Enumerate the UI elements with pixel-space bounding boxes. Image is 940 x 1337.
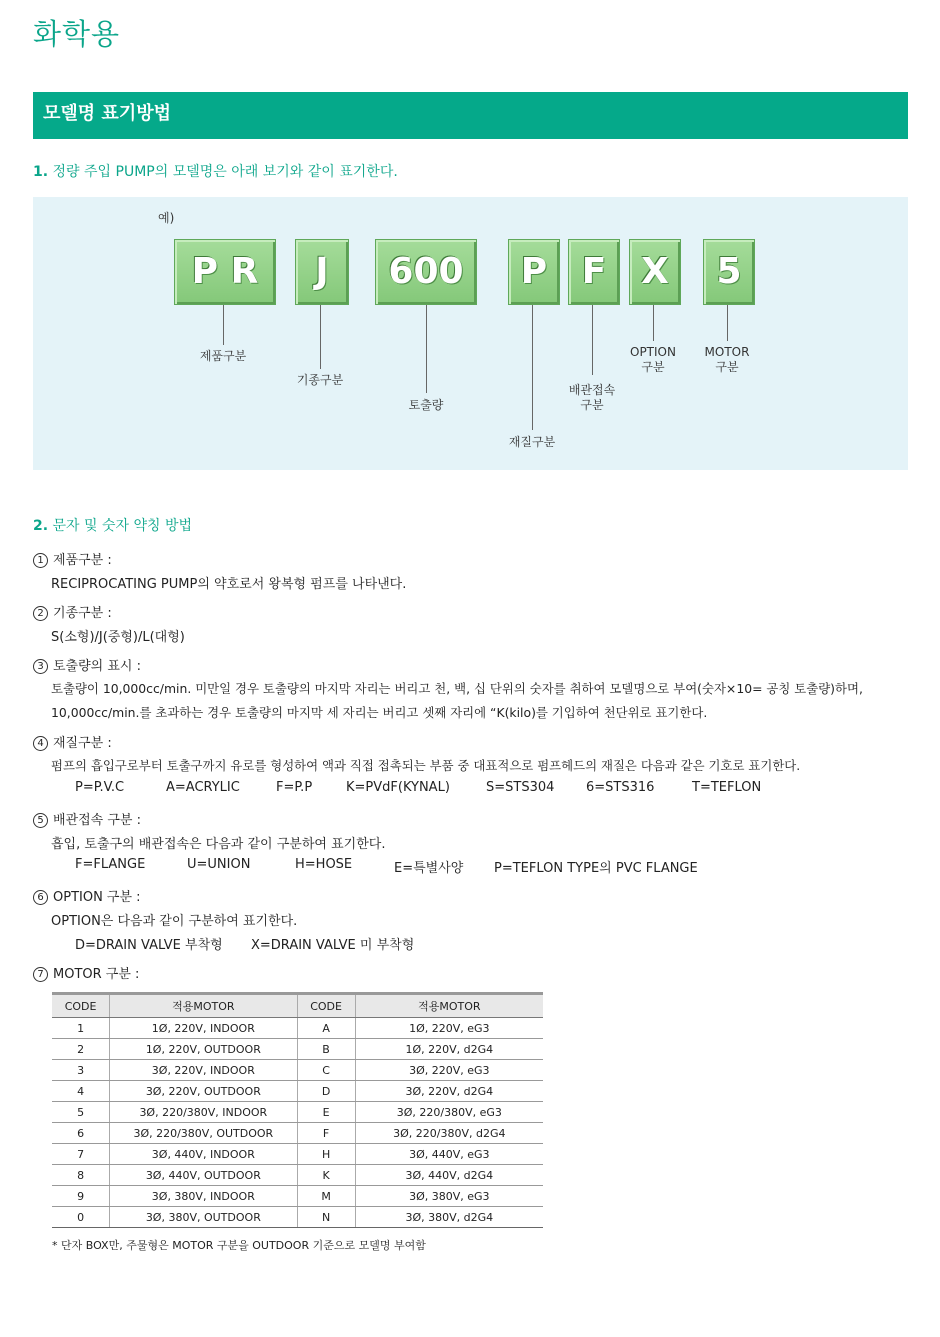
table-header-cell: CODE — [52, 994, 110, 1018]
table-cell: 2 — [52, 1039, 110, 1060]
box-connection-code: F — [568, 239, 620, 305]
item-model — [33, 602, 112, 621]
connector-line — [426, 305, 427, 393]
item-body: 펌프의 흡입구로부터 토출구까지 유로를 형성하여 액과 직접 접촉되는 부품 중 대표적으로 펌프헤드의 재질은 다음과 같은 기호로 표기한다. — [51, 758, 801, 773]
item-title: 재질구분 : — [53, 736, 112, 751]
box-model-code: J — [295, 239, 349, 305]
section-1-text: 정량 주입 PUMP의 모델명은 아래 보기와 같이 표기한다. — [52, 164, 398, 180]
label-option-line1: OPTION — [630, 345, 676, 359]
table-row — [52, 1165, 543, 1186]
box-option-code: X — [629, 239, 681, 305]
table-row — [52, 1123, 543, 1144]
item-number-badge: 5 — [33, 813, 48, 828]
item-motor — [33, 963, 139, 982]
table-row — [52, 1144, 543, 1165]
label-output: 토출량 — [408, 398, 444, 412]
table-cell: 7 — [52, 1144, 110, 1165]
label-connection-line2: 구분 — [580, 398, 604, 412]
table-cell: 3Ø, 380V, OUTDOOR — [110, 1207, 297, 1228]
label-motor-line1: MOTOR — [704, 345, 750, 359]
table-row — [52, 1039, 543, 1060]
material-code: F=P.P — [276, 780, 313, 795]
box-output-code: 600 — [375, 239, 477, 305]
table-cell: 1Ø, 220V, eG3 — [355, 1018, 543, 1039]
table-row — [52, 1081, 543, 1102]
material-code: A=ACRYLIC — [166, 780, 240, 795]
box-material-code: P — [508, 239, 560, 305]
item-title: 배관접속 구분 : — [53, 813, 141, 828]
material-code: 6=STS316 — [586, 780, 655, 795]
item-output — [33, 655, 141, 674]
connector-line — [532, 305, 533, 430]
label-material: 재질구분 — [508, 435, 556, 449]
table-cell: H — [297, 1144, 355, 1165]
table-cell: 3Ø, 440V, d2G4 — [355, 1165, 543, 1186]
connection-code: U=UNION — [187, 857, 251, 872]
table-row — [52, 1018, 543, 1039]
footnote: * 단자 BOX만, 주물형은 MOTOR 구분을 OUTDOOR 기준으로 모델명 부여함 — [52, 1239, 426, 1252]
table-cell: M — [297, 1186, 355, 1207]
item-body-line2: 10,000cc/min.를 초과하는 경우 토출량의 마지막 세 자리는 버리고 셋째 자리에 “K(kilo)를 기입하여 천단위로 표기한다. — [51, 705, 708, 720]
page-title: 화학용 — [33, 17, 121, 51]
section-2-heading — [33, 515, 192, 535]
table-cell: 3Ø, 220/380V, OUTDOOR — [110, 1123, 297, 1144]
table-cell: 3 — [52, 1060, 110, 1081]
item-body: S(소형)/J(중형)/L(대형) — [51, 630, 185, 645]
table-cell: 3Ø, 380V, eG3 — [355, 1186, 543, 1207]
table-cell: D — [297, 1081, 355, 1102]
table-cell: 3Ø, 440V, INDOOR — [110, 1144, 297, 1165]
box-product-code: P R — [174, 239, 276, 305]
label-model: 기종구분 — [296, 373, 344, 387]
table-cell: 3Ø, 440V, OUTDOOR — [110, 1165, 297, 1186]
item-number-badge: 7 — [33, 967, 48, 982]
connection-code: P=TEFLON TYPE의 PVC FLANGE — [494, 861, 698, 876]
table-cell: 3Ø, 220V, OUTDOOR — [110, 1081, 297, 1102]
table-cell: A — [297, 1018, 355, 1039]
connector-line — [653, 305, 654, 341]
item-connection — [33, 809, 141, 828]
connector-line — [320, 305, 321, 369]
table-cell: C — [297, 1060, 355, 1081]
material-code: S=STS304 — [486, 780, 555, 795]
table-cell: 1 — [52, 1018, 110, 1039]
label-option-line2: 구분 — [641, 360, 665, 374]
table-cell: 1Ø, 220V, OUTDOOR — [110, 1039, 297, 1060]
table-cell: 3Ø, 220/380V, INDOOR — [110, 1102, 297, 1123]
table-row — [52, 1102, 543, 1123]
item-title: MOTOR 구분 : — [53, 967, 140, 982]
table-cell: 4 — [52, 1081, 110, 1102]
table-cell: 1Ø, 220V, d2G4 — [355, 1039, 543, 1060]
table-header-cell: 적용MOTOR — [110, 994, 297, 1018]
option-code: D=DRAIN VALVE 부착형 — [75, 938, 223, 953]
item-body: RECIPROCATING PUMP의 약호로서 왕복형 펌프를 나타낸다. — [51, 577, 407, 592]
connector-line — [592, 305, 593, 375]
section-header-title: 모델명 표기방법 — [43, 103, 171, 124]
table-cell: E — [297, 1102, 355, 1123]
table-cell: 1Ø, 220V, INDOOR — [110, 1018, 297, 1039]
table-cell: 3Ø, 220V, eG3 — [355, 1060, 543, 1081]
table-cell: B — [297, 1039, 355, 1060]
table-cell: K — [297, 1165, 355, 1186]
label-connection — [552, 383, 632, 413]
item-number-badge: 3 — [33, 659, 48, 674]
connector-line — [727, 305, 728, 341]
label-connection-line1: 배관접속 — [568, 383, 616, 397]
item-number-badge: 2 — [33, 606, 48, 621]
label-motor-line2: 구분 — [715, 360, 739, 374]
item-title: 기종구분 : — [53, 606, 112, 621]
section-1-heading — [33, 161, 398, 181]
item-title: OPTION 구분 : — [53, 890, 141, 905]
table-cell: 8 — [52, 1165, 110, 1186]
material-code: P=P.V.C — [75, 780, 125, 795]
connection-code: H=HOSE — [295, 857, 353, 872]
table-cell: 5 — [52, 1102, 110, 1123]
item-title: 제품구분 : — [53, 553, 112, 568]
label-motor — [687, 345, 767, 375]
item-body: 흡입, 토출구의 배관접속은 다음과 같이 구분하여 표기한다. — [51, 837, 386, 852]
section-1-number: 1. — [33, 164, 49, 180]
item-product — [33, 549, 112, 568]
table-row — [52, 1207, 543, 1228]
table-header-cell: CODE — [297, 994, 355, 1018]
example-label: 예) — [158, 211, 175, 225]
table-cell: 3Ø, 220V, d2G4 — [355, 1081, 543, 1102]
table-cell: 3Ø, 220V, INDOOR — [110, 1060, 297, 1081]
table-cell: N — [297, 1207, 355, 1228]
table-header-cell: 적용MOTOR — [355, 994, 543, 1018]
item-body: OPTION은 다음과 같이 구분하여 표기한다. — [51, 914, 298, 929]
table-cell: F — [297, 1123, 355, 1144]
material-code: T=TEFLON — [692, 780, 762, 795]
item-number-badge: 4 — [33, 736, 48, 751]
item-material — [33, 732, 112, 751]
option-code: X=DRAIN VALVE 미 부착형 — [251, 938, 415, 953]
section-2-text: 문자 및 숫자 약칭 방법 — [52, 518, 193, 534]
item-title: 토출량의 표시 : — [53, 659, 141, 674]
table-cell: 3Ø, 440V, eG3 — [355, 1144, 543, 1165]
connector-line — [223, 305, 224, 345]
label-option — [613, 345, 693, 375]
item-option — [33, 886, 141, 905]
item-number-badge: 1 — [33, 553, 48, 568]
section-header-bar — [33, 92, 908, 139]
table-row — [52, 1060, 543, 1081]
motor-table — [52, 992, 543, 1228]
section-2-number: 2. — [33, 518, 49, 534]
table-cell: 3Ø, 220/380V, eG3 — [355, 1102, 543, 1123]
box-motor-code: 5 — [703, 239, 755, 305]
table-cell: 3Ø, 380V, d2G4 — [355, 1207, 543, 1228]
model-name-diagram — [33, 197, 908, 470]
table-cell: 3Ø, 220/380V, d2G4 — [355, 1123, 543, 1144]
item-number-badge: 6 — [33, 890, 48, 905]
connection-code: E=특별사양 — [394, 861, 464, 876]
table-cell: 9 — [52, 1186, 110, 1207]
table-cell: 6 — [52, 1123, 110, 1144]
item-body-line1: 토출량이 10,000cc/min. 미만일 경우 토출량의 마지막 자리는 버리고 천, 백, 십 단위의 숫자를 취하여 모델명으로 부여(숫자×10= 공칭 토출량)하며, — [51, 681, 863, 696]
table-cell: 3Ø, 380V, INDOOR — [110, 1186, 297, 1207]
table-row — [52, 1186, 543, 1207]
material-code: K=PVdF(KYNAL) — [346, 780, 450, 795]
label-product: 제품구분 — [199, 349, 247, 363]
connection-code: F=FLANGE — [75, 857, 146, 872]
table-cell: 0 — [52, 1207, 110, 1228]
table-header-row — [52, 994, 543, 1018]
